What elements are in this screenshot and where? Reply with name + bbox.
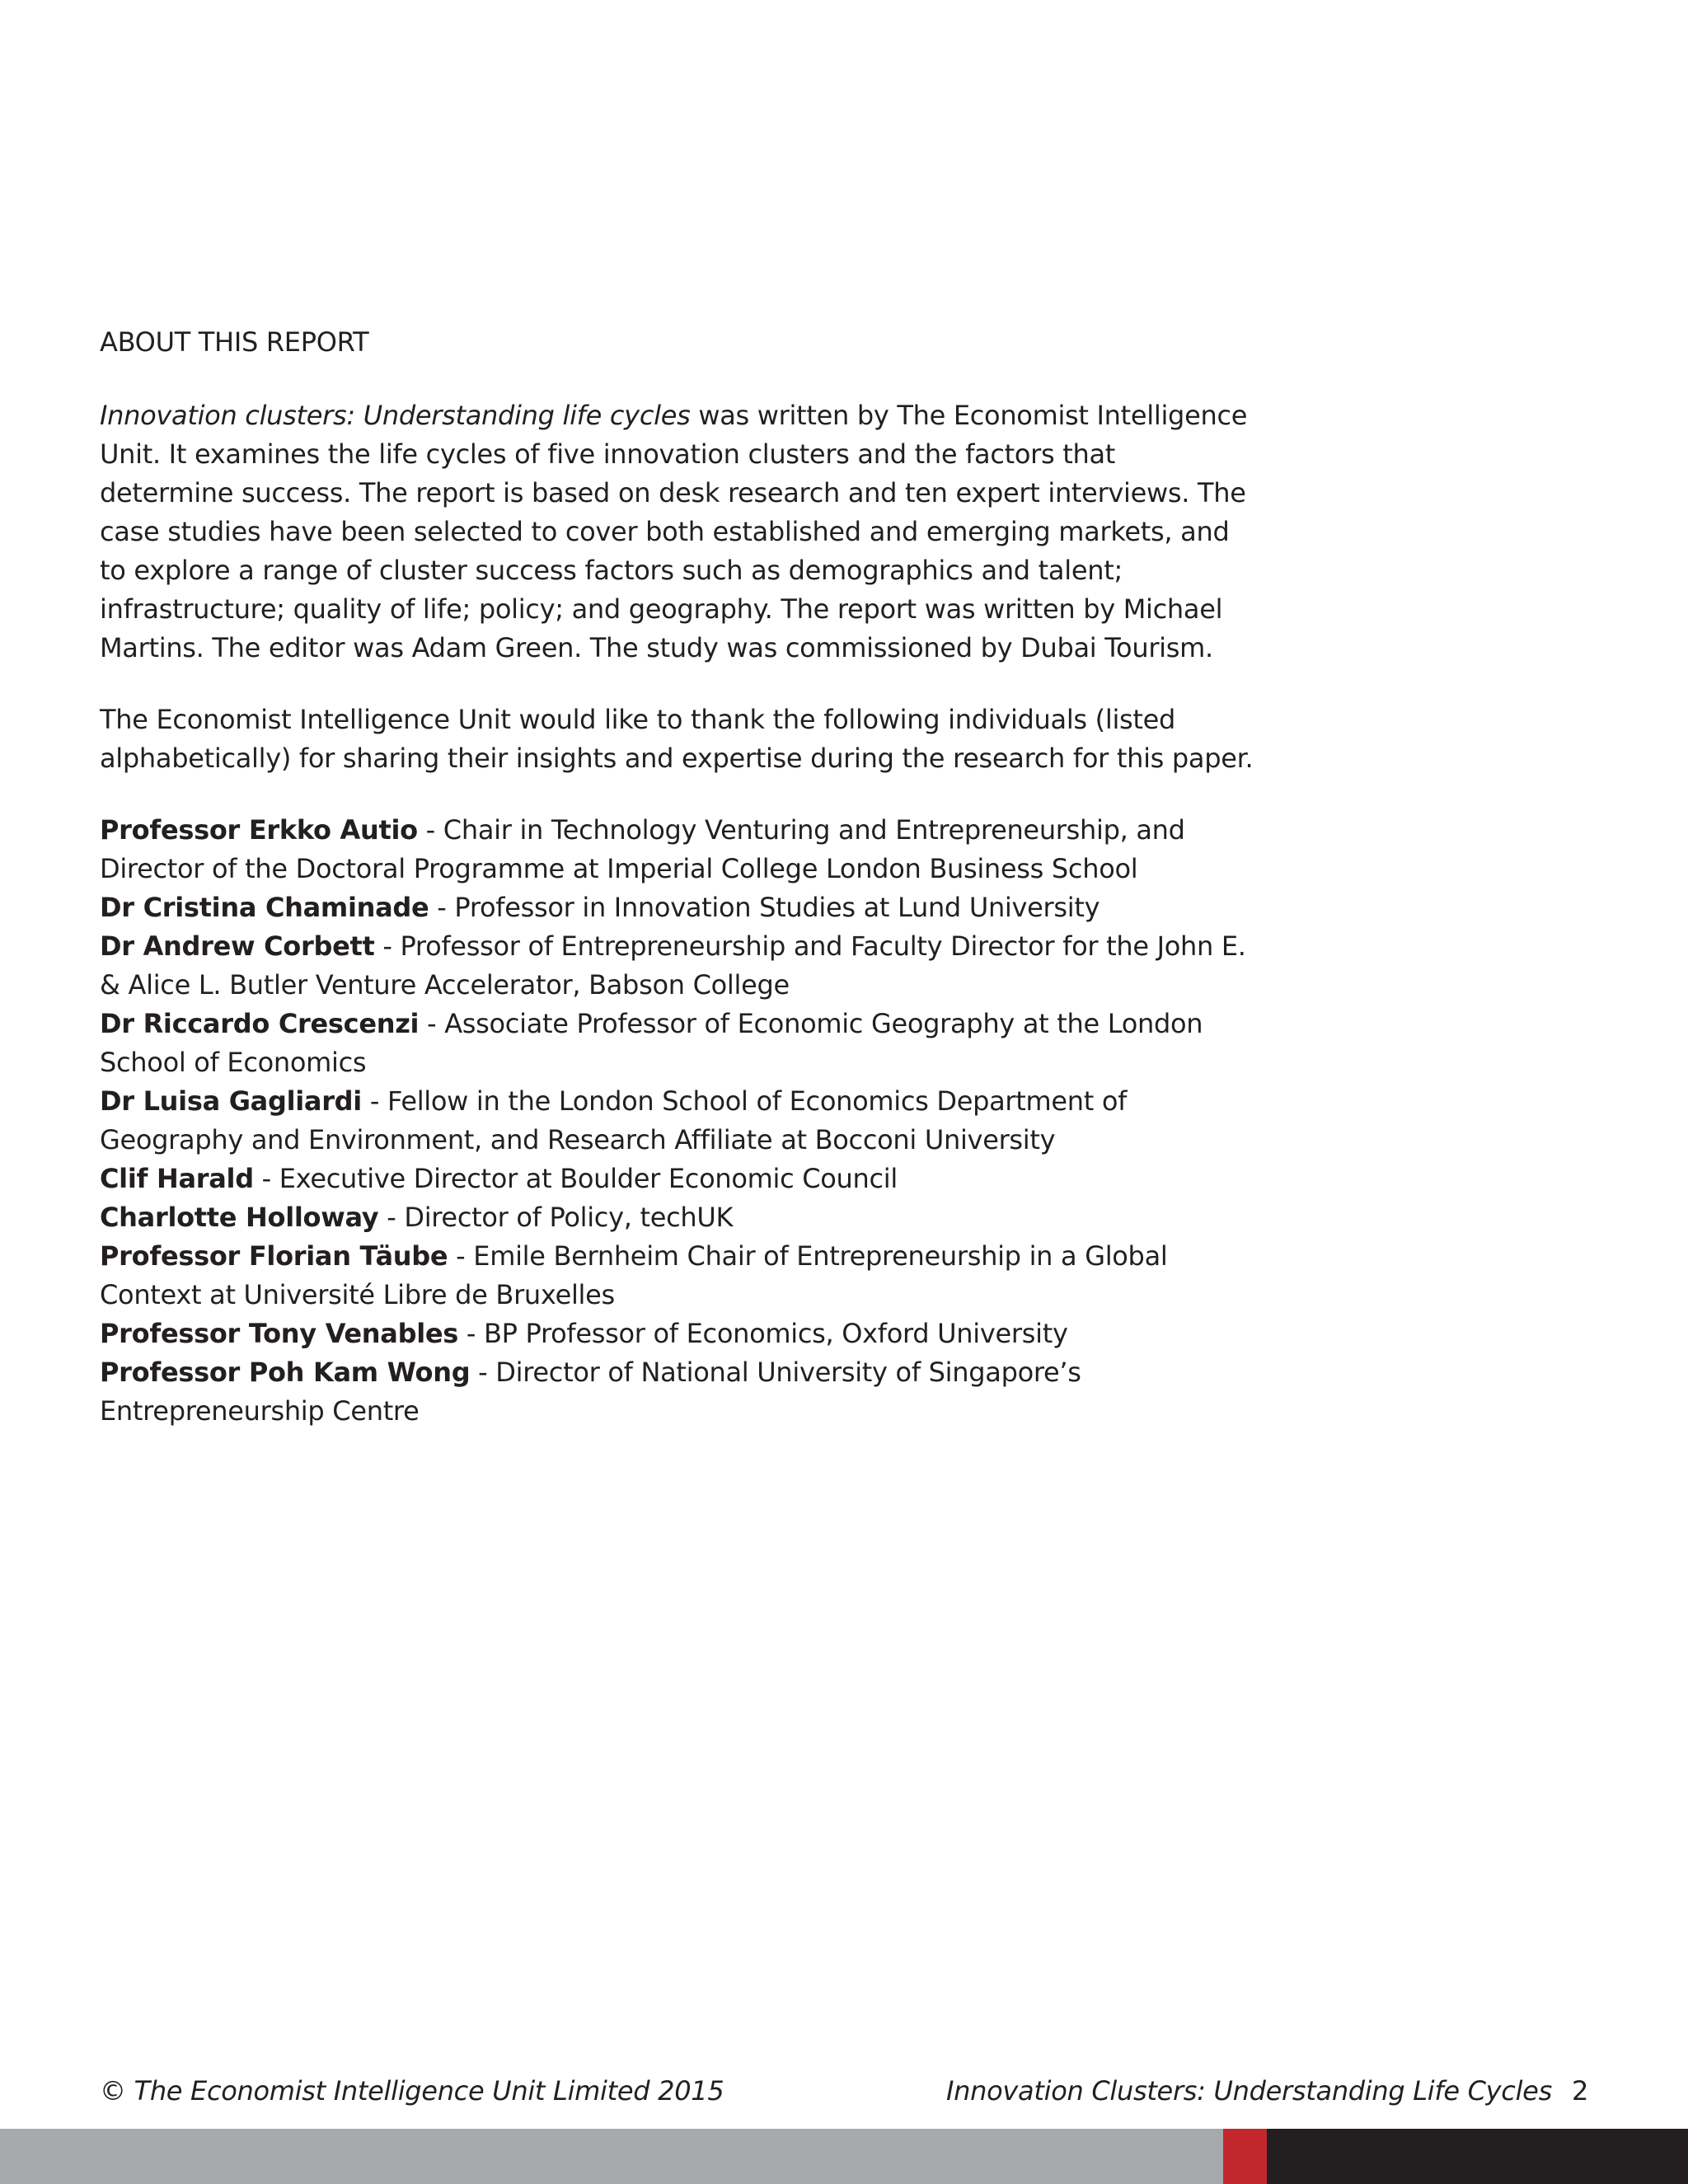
expert-description: - Professor in Innovation Studies at Lund University <box>429 892 1100 923</box>
list-item <box>100 1353 1254 1431</box>
expert-name: Clif Harald <box>100 1163 254 1194</box>
footer-title-text: Innovation Clusters: Understanding Life Cycles <box>946 2075 1552 2107</box>
expert-name: Charlotte Holloway <box>100 1202 379 1233</box>
list-item <box>100 888 1254 927</box>
report-title-italic: Innovation clusters: Understanding life cycles <box>100 400 691 431</box>
expert-name: Dr Cristina Chaminade <box>100 892 429 923</box>
expert-name: Professor Poh Kam Wong <box>100 1357 471 1388</box>
expert-description: - BP Professor of Economics, Oxford University <box>458 1318 1068 1349</box>
expert-description: - Associate Professor of Economic Geography at the London School of Economics <box>100 1008 1203 1078</box>
expert-name: Dr Luisa Gagliardi <box>100 1085 362 1117</box>
list-item <box>100 927 1254 1005</box>
thanks-paragraph: The Economist Intelligence Unit would like to thank the following individuals (listed alphabetically) for sharing their insights and expertise during the research for this paper. <box>100 704 1254 774</box>
expert-description: - Director of Policy, techUK <box>378 1202 734 1233</box>
list-item <box>100 1082 1254 1160</box>
expert-name: Dr Andrew Corbett <box>100 930 375 962</box>
expert-description: - Fellow in the London School of Economics Department of Geography and Environment, and Research Affiliate at Bocconi University <box>100 1085 1128 1155</box>
expert-name: Dr Riccardo Crescenzi <box>100 1008 420 1039</box>
list-item <box>100 811 1254 888</box>
list-item <box>100 1198 1254 1237</box>
footer-copyright: © The Economist Intelligence Unit Limited 2015 <box>100 2075 724 2107</box>
section-heading: ABOUT THIS REPORT <box>100 326 369 358</box>
list-item <box>100 1315 1254 1353</box>
expert-description: - Chair in Technology Venturing and Entrepreneurship, and Director of the Doctoral Programme at Imperial College London Business School <box>100 814 1185 884</box>
footer-bar-red-accent <box>1223 2129 1267 2184</box>
acknowledgements-list <box>100 811 1254 1431</box>
footer-bar-dark <box>1267 2129 1688 2184</box>
expert-name: Professor Tony Venables <box>100 1318 459 1349</box>
intro-body: was written by The Economist Intelligence Unit. It examines the life cycles of five innovation clusters and the factors that determine success. The report is based on desk research and ten expert interviews. The case studies have been selected to cover both established and emerging markets, and to explore a range of cluster success factors such as demographics and talent; infrastructure; quality of life; policy; and geography. The report was written by Michael Martins. The editor was Adam Green. The study was commissioned by Dubai Tourism. <box>100 400 1248 663</box>
footer-bar-grey <box>0 2129 1223 2184</box>
page-number: 2 <box>1571 2075 1588 2107</box>
expert-description: - Emile Bernheim Chair of Entrepreneurship in a Global Context at Université Libre de Bruxelles <box>100 1240 1168 1310</box>
expert-description: - Director of National University of Singapore’s Entrepreneurship Centre <box>100 1357 1081 1427</box>
list-item <box>100 1160 1254 1198</box>
list-item <box>100 1237 1254 1315</box>
expert-name: Professor Florian Täube <box>100 1240 448 1272</box>
expert-description: - Executive Director at Boulder Economic Council <box>253 1163 898 1194</box>
expert-name: Professor Erkko Autio <box>100 814 418 846</box>
intro-paragraph <box>100 396 1254 668</box>
report-content <box>100 323 1254 1431</box>
footer-report-title <box>946 2075 1588 2107</box>
expert-description: - Professor of Entrepreneurship and Faculty Director for the John E. & Alice L. Butler Venture Accelerator, Babson College <box>100 930 1246 1001</box>
list-item <box>100 1005 1254 1082</box>
